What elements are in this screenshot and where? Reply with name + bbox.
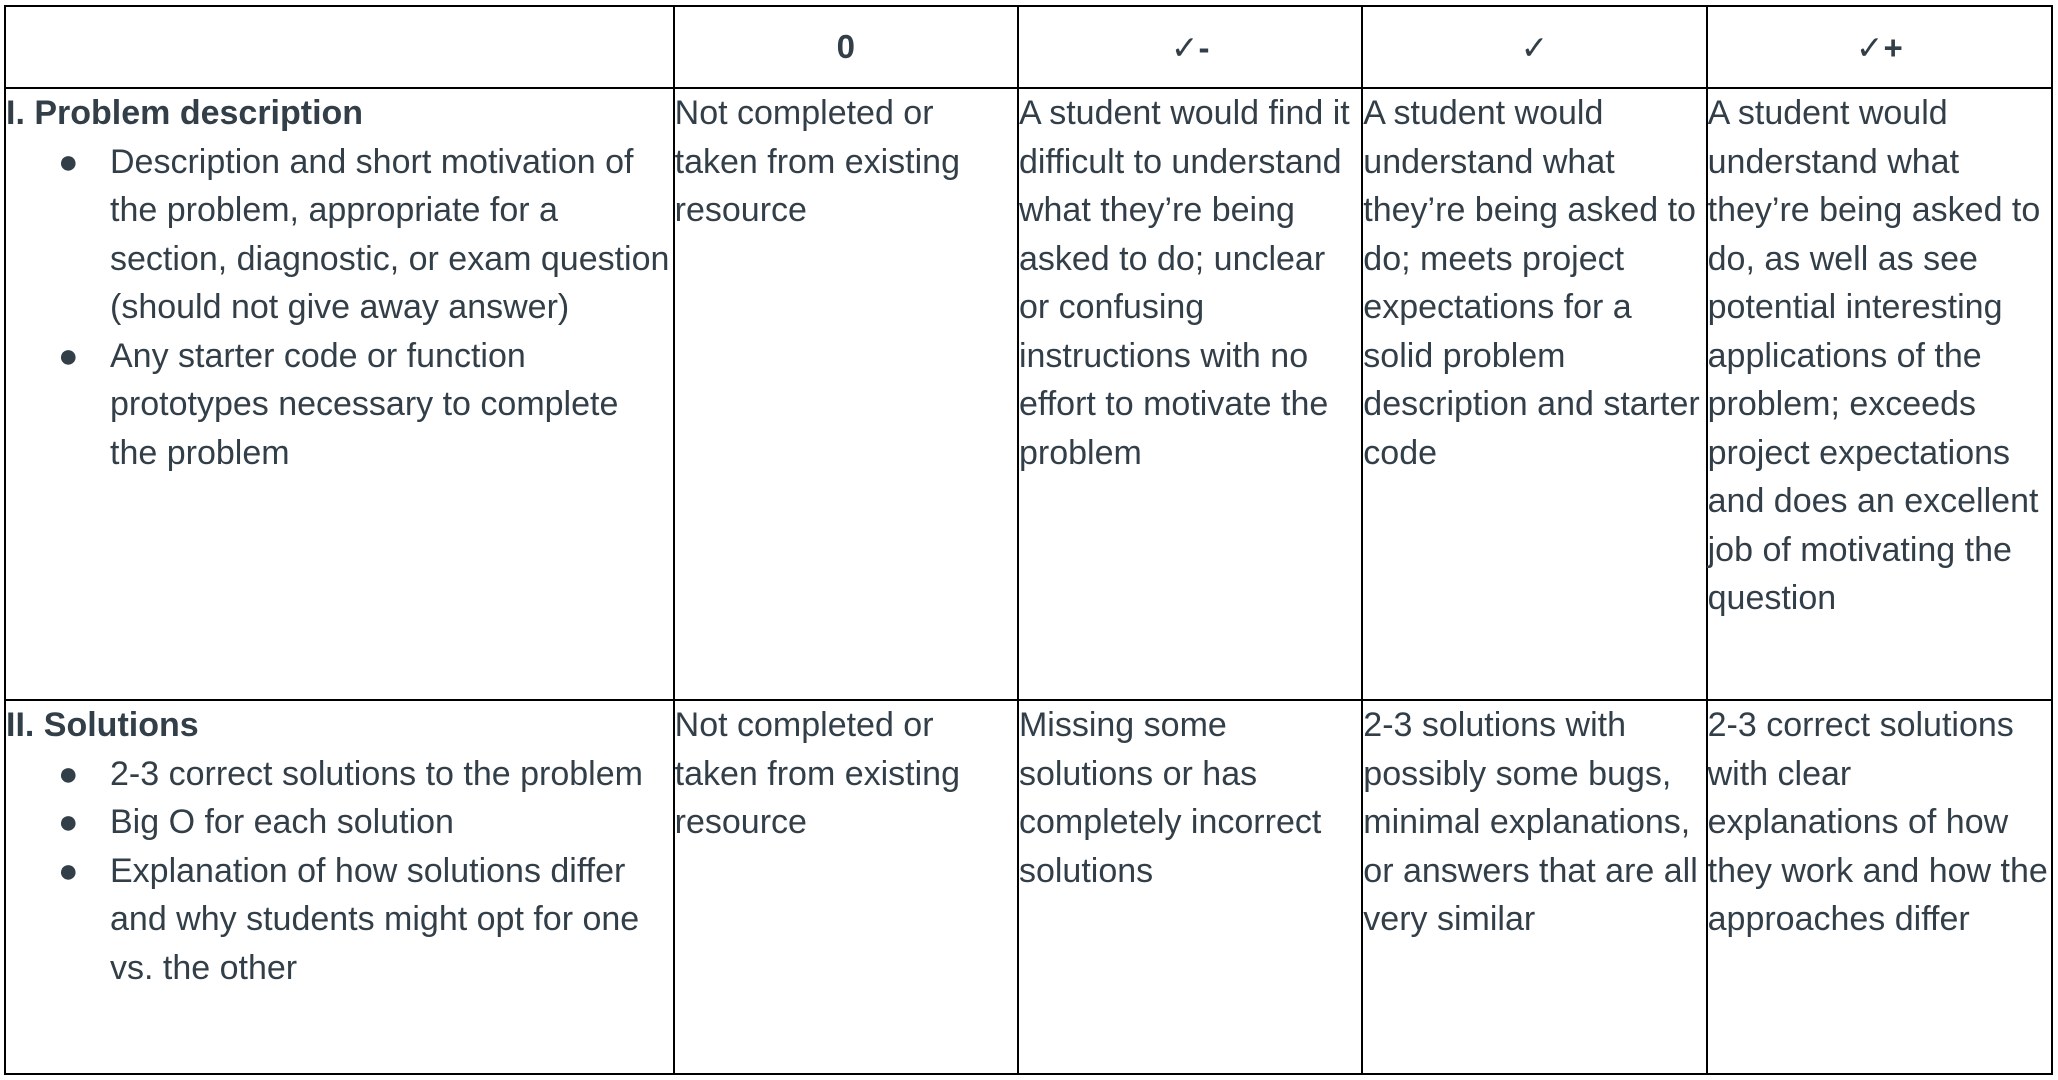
list-item-text: Big O for each solution [110, 803, 454, 841]
bullet-icon: ● [58, 754, 79, 793]
list-item [58, 847, 673, 993]
level-0-cell: Not completed or taken from existing resource [674, 88, 1018, 700]
criteria-title: II. Solutions [6, 706, 199, 744]
criteria-list [6, 750, 673, 993]
list-item [58, 332, 673, 478]
criteria-cell [5, 88, 674, 700]
bullet-icon: ● [58, 803, 79, 841]
criteria-cell [5, 700, 674, 1074]
level-check-plus-cell: 2-3 correct solutions with clear explanations of how they work and how the approaches differ [1707, 700, 2052, 1074]
level-check-cell: 2-3 solutions with possibly some bugs, minimal explanations, or answers that are all very similar [1362, 700, 1706, 1074]
bullet-icon: ● [58, 336, 79, 375]
list-item-text: Description and short motivation of the problem, appropriate for a section, diagnostic, or exam question (should not give away answer) [110, 142, 670, 326]
header-level-0: 0 [674, 6, 1018, 88]
level-check-minus-cell: A student would find it difficult to understand what they’re being asked to do; unclear or confusing instructions with no effort to motivate the problem [1018, 88, 1362, 700]
table-row-problem-description [5, 88, 2052, 700]
header-level-check-minus: ✓- [1018, 6, 1362, 88]
header-row [5, 6, 2052, 88]
level-0-cell: Not completed or taken from existing resource [674, 700, 1018, 1074]
rubric-table [4, 5, 2053, 1075]
list-item-text: 2-3 correct solutions to the problem [110, 754, 643, 793]
level-check-minus-cell: Missing some solutions or has completely incorrect solutions [1018, 700, 1362, 1074]
criteria-title: I. Problem description [6, 94, 364, 132]
level-check-cell: A student would understand what they’re being asked to do; meets project expectations for a solid problem description and starter code [1362, 88, 1706, 700]
list-item [58, 750, 673, 799]
bullet-icon: ● [58, 851, 79, 890]
table-row-solutions [5, 700, 2052, 1074]
list-item [58, 138, 673, 332]
header-level-check: ✓ [1362, 6, 1706, 88]
list-item-text: Any starter code or function prototypes necessary to complete the problem [110, 336, 619, 472]
list-item [58, 798, 673, 847]
list-item-text: Explanation of how solutions differ and why students might opt for one vs. the other [110, 851, 640, 987]
bullet-icon: ● [58, 142, 79, 181]
header-criteria-cell [5, 6, 674, 88]
level-check-plus-cell: A student would understand what they’re being asked to do, as well as see potential interesting applications of the problem; exceeds project expectations and does an excellent job of motivating the question [1707, 88, 2052, 700]
criteria-list [6, 138, 673, 478]
header-level-check-plus: ✓+ [1707, 6, 2052, 88]
